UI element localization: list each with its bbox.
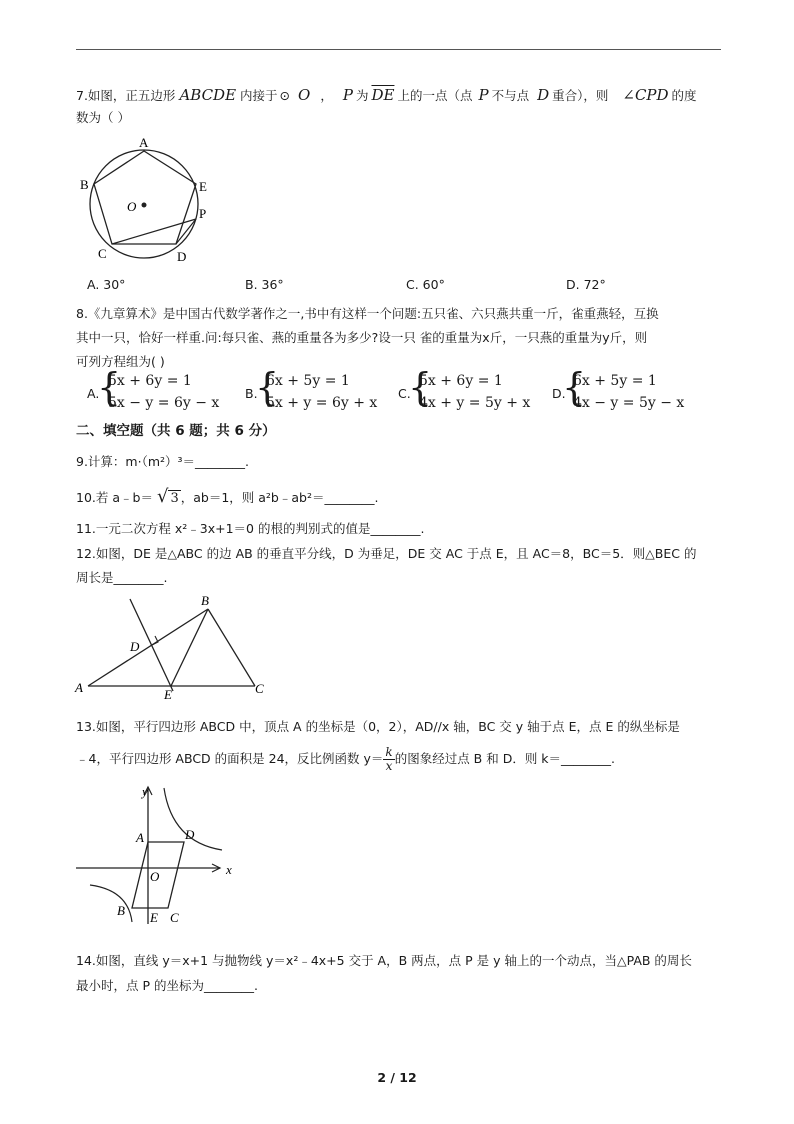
label-o: O	[150, 869, 160, 884]
q7-option-a[interactable]: A. 30°	[87, 277, 126, 292]
label-e: E	[164, 687, 172, 702]
segment-bc	[208, 609, 255, 686]
q8-option-a-system	[108, 370, 219, 414]
q13-line2: ﹣4，平行四边形 ABCD 的面积是 24，反比例函数 y＝ $\frac{k}{x}$ 的图象经过点 B 和 D．则 k＝________.	[76, 745, 616, 773]
q7-stem-cutoff: 数为（ ）	[76, 110, 130, 125]
q7-option-c[interactable]: C. 60°	[406, 277, 445, 292]
q8-option-c-brace: {	[408, 365, 433, 409]
q8-option-d-eq1: 6x + 5y = 1	[573, 373, 657, 389]
label-d: D	[130, 639, 140, 654]
q13-line1: 13.如图，平行四边形 ABCD 中，顶点 A 的坐标是（0，2），AD//x 轴，BC 交 y 轴于点 E，点 E 的纵坐标是	[76, 719, 680, 734]
q13-figure	[72, 782, 242, 927]
q11: 11.一元二次方程 x²﹣3x+1＝0 的根的判别式的值是________.	[76, 521, 425, 536]
section-fill-in-title: 二、填空题（共 6 题；共 6 分）	[76, 423, 276, 439]
q8-option-a-eq2: 5x − y = 6y − x	[108, 395, 220, 411]
label-e: E	[199, 179, 207, 194]
q7-stem: 7.如图，正五边形 ABCDE 内接于 ⊙ O ， P 为 $\overline{DE}$ 上的一点（点 P 不与点 D 重合），则 ∠CPD 的度	[76, 86, 697, 104]
q12-line2: 周长是________.	[76, 570, 168, 585]
q8-option-c-system	[419, 370, 530, 414]
q14-line2: 最小时，点 P 的坐标为________.	[76, 978, 258, 993]
hyperbola-branch-q3	[90, 885, 132, 922]
q8-option-d-system	[573, 370, 684, 414]
q8-option-d-brace: {	[562, 365, 587, 409]
label-e: E	[150, 910, 158, 925]
q8-line1: 8.《九章算术》是中国古代数学著作之一,书中有这样一个问题:五只雀、六只燕共重一斤，雀重燕轻，互换	[76, 306, 659, 321]
q8-option-c-eq1: 5x + 6y = 1	[419, 373, 503, 389]
page-number: 2 / 12	[377, 1070, 417, 1085]
q8-option-b-system	[266, 370, 377, 414]
q7-option-d[interactable]: D. 72°	[566, 277, 606, 292]
q7-figure	[78, 134, 218, 264]
q8-option-a-label[interactable]: A.	[87, 386, 100, 401]
segment-dp	[176, 219, 196, 244]
q8-option-a-eq1: 5x + 6y = 1	[108, 373, 192, 389]
q8-option-b-label[interactable]: B.	[245, 386, 258, 401]
label-d: D	[177, 249, 187, 264]
q7-option-b[interactable]: B. 36°	[245, 277, 284, 292]
label-x: x	[226, 862, 232, 877]
label-d: D	[185, 827, 195, 842]
label-p: P	[199, 206, 207, 221]
label-y: y	[142, 784, 148, 799]
sqrt-sign: √	[156, 486, 169, 507]
q8-option-c-label[interactable]: C.	[398, 386, 411, 401]
q8-option-b-eq2: 5x + y = 6y + x	[266, 395, 378, 411]
q8-option-b-brace: {	[255, 365, 280, 409]
q12-figure	[72, 590, 272, 700]
label-o: O	[127, 199, 137, 214]
label-b: B	[80, 177, 89, 192]
label-a: A	[136, 830, 144, 845]
label-b: B	[201, 593, 209, 608]
q10: 10.若 a﹣b＝ √ 3 ，ab＝1，则 a²b﹣ab²＝________.	[76, 486, 379, 507]
q8-option-a-brace: {	[97, 365, 122, 409]
q8-line3: 可列方程组为( )	[76, 354, 165, 369]
fraction-k-over-x: $\frac{k}{x}$	[385, 745, 393, 773]
q8-option-d-label[interactable]: D.	[552, 386, 566, 401]
label-c: C	[98, 246, 107, 261]
label-c: C	[255, 681, 264, 696]
header-rule	[76, 49, 721, 50]
q8-option-d-eq2: 4x − y = 5y − x	[573, 395, 685, 411]
center-dot	[142, 203, 147, 208]
q8-line2: 其中一只，恰好一样重.问:每只雀、燕的重量各为多少?设一只 雀的重量为x斤，一只燕的重量为y斤，则	[76, 330, 648, 345]
q12-line1: 12.如图，DE 是△ABC 的边 AB 的垂直平分线，D 为垂足，DE 交 AC 于点 E，且 AC＝8，BC＝5．则△BEC 的	[76, 546, 697, 561]
label-c: C	[170, 910, 179, 925]
q8-option-b-eq1: 6x + 5y = 1	[266, 373, 350, 389]
q9: 9.计算：m·（m²）³＝________.	[76, 454, 249, 469]
label-a: A	[139, 135, 149, 150]
q14-line1: 14.如图，直线 y＝x+1 与抛物线 y＝x²﹣4x+5 交于 A，B 两点，点 P 是 y 轴上的一个动点，当△PAB 的周长	[76, 953, 692, 968]
label-a: A	[75, 680, 83, 695]
label-b: B	[117, 903, 125, 918]
q8-option-c-eq2: 4x + y = 5y + x	[419, 395, 531, 411]
